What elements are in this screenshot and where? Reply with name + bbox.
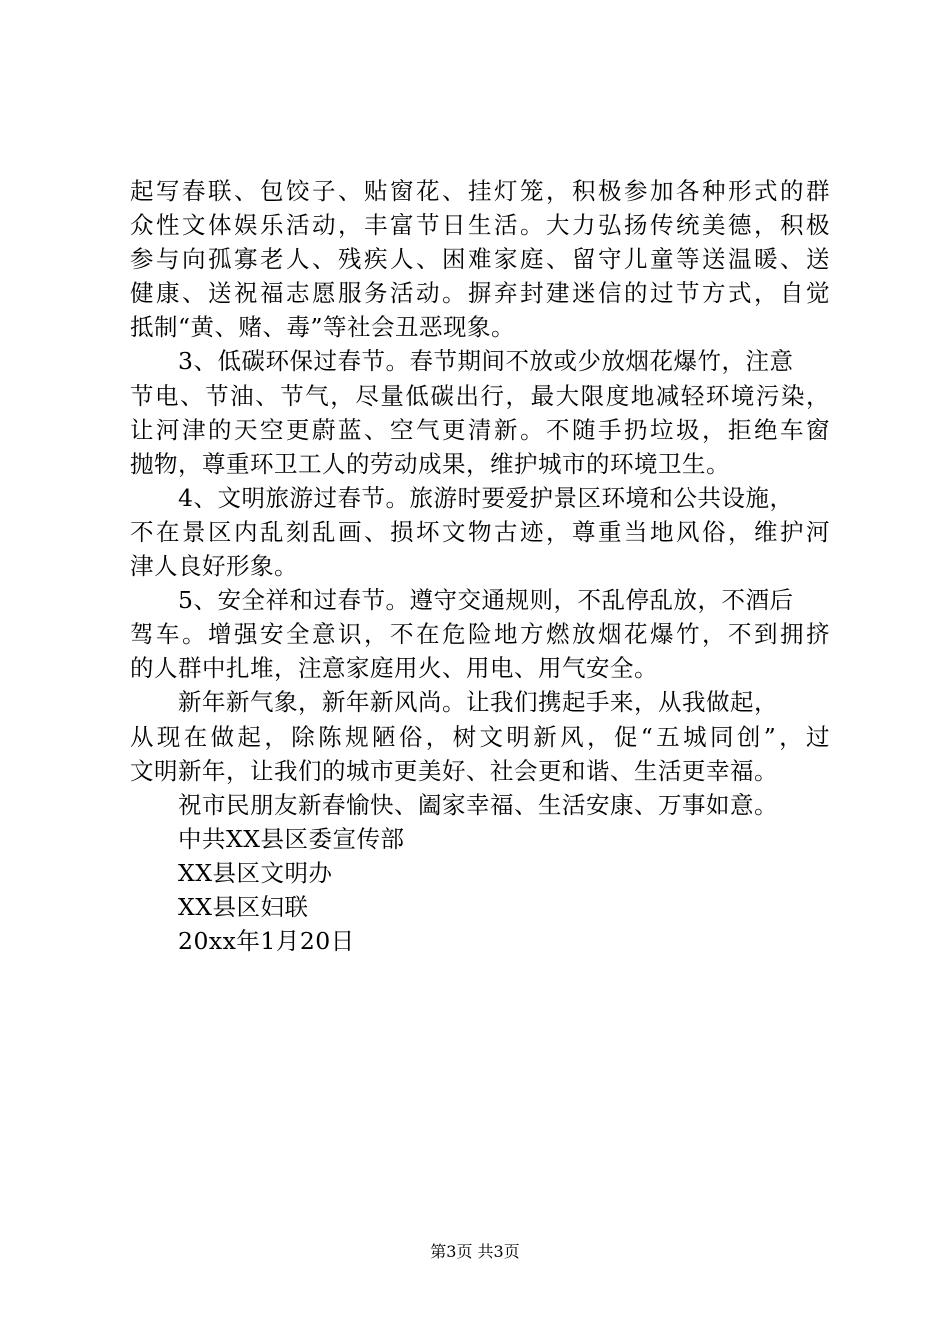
paragraph-line: 节电、节油、节气，尽量低碳出行，最大限度地减轻环境污染， bbox=[130, 381, 830, 410]
section-heading-line: 4、文明旅游过春节。旅游时要爱护景区环境和公共设施， bbox=[178, 483, 794, 512]
paragraph-line: 驾车。增强安全意识，不在危险地方燃放烟花爆竹，不到拥挤 bbox=[130, 620, 830, 649]
paragraph-line: 众性文体娱乐活动，丰富节日生活。大力弘扬传统美德，积极 bbox=[130, 211, 830, 240]
paragraph-line: 健康、送祝福志愿服务活动。摒弃封建迷信的过节方式，自觉 bbox=[130, 279, 830, 308]
paragraph-line: 参与向孤寡老人、残疾人、困难家庭、留守儿童等送温暖、送 bbox=[130, 245, 830, 274]
paragraph-line: 不在景区内乱刻乱画、损坏文物古迹，尊重当地风俗，维护河 bbox=[130, 517, 830, 546]
paragraph-line: 文明新年，让我们的城市更美好、社会更和谐、生活更幸福。 bbox=[130, 756, 778, 785]
closing-paragraph-line: 新年新气象，新年新风尚。让我们携起手来，从我做起， bbox=[178, 688, 778, 717]
paragraph-line: 津人良好形象。 bbox=[130, 552, 298, 581]
signature-line: 中共XX县区委宣传部 bbox=[178, 824, 405, 853]
paragraph-line: 从现在做起，除陈规陋俗，树文明新风，促“五城同创”，过 bbox=[130, 722, 830, 751]
section-heading-line: 5、安全祥和过春节。遵守交通规则，不乱停乱放，不酒后 bbox=[178, 586, 794, 615]
paragraph-line: 抛物，尊重环卫工人的劳动成果，维护城市的环境卫生。 bbox=[130, 449, 730, 478]
greeting-line: 祝市民朋友新春愉快、阖家幸福、生活安康、万事如意。 bbox=[178, 790, 778, 819]
paragraph-line: 的人群中扎堆，注意家庭用火、用电、用气安全。 bbox=[130, 654, 658, 683]
signature-line: XX县区妇联 bbox=[178, 892, 309, 921]
paragraph-line: 起写春联、包饺子、贴窗花、挂灯笼，积极参加各种形式的群 bbox=[130, 177, 830, 205]
paragraph-line: 抵制“黄、赌、毒”等社会丑恶现象。 bbox=[130, 313, 516, 342]
signature-line: XX县区文明办 bbox=[178, 858, 333, 887]
document-body bbox=[130, 174, 830, 958]
section-heading-line: 3、低碳环保过春节。春节期间不放或少放烟花爆竹，注意 bbox=[178, 347, 794, 376]
paragraph-line: 让河津的天空更蔚蓝、空气更清新。不随手扔垃圾，拒绝车窗 bbox=[130, 415, 830, 444]
page-number-footer: 第3页 共3页 bbox=[430, 1242, 520, 1261]
date-line: 20xx年1月20日 bbox=[178, 927, 355, 956]
